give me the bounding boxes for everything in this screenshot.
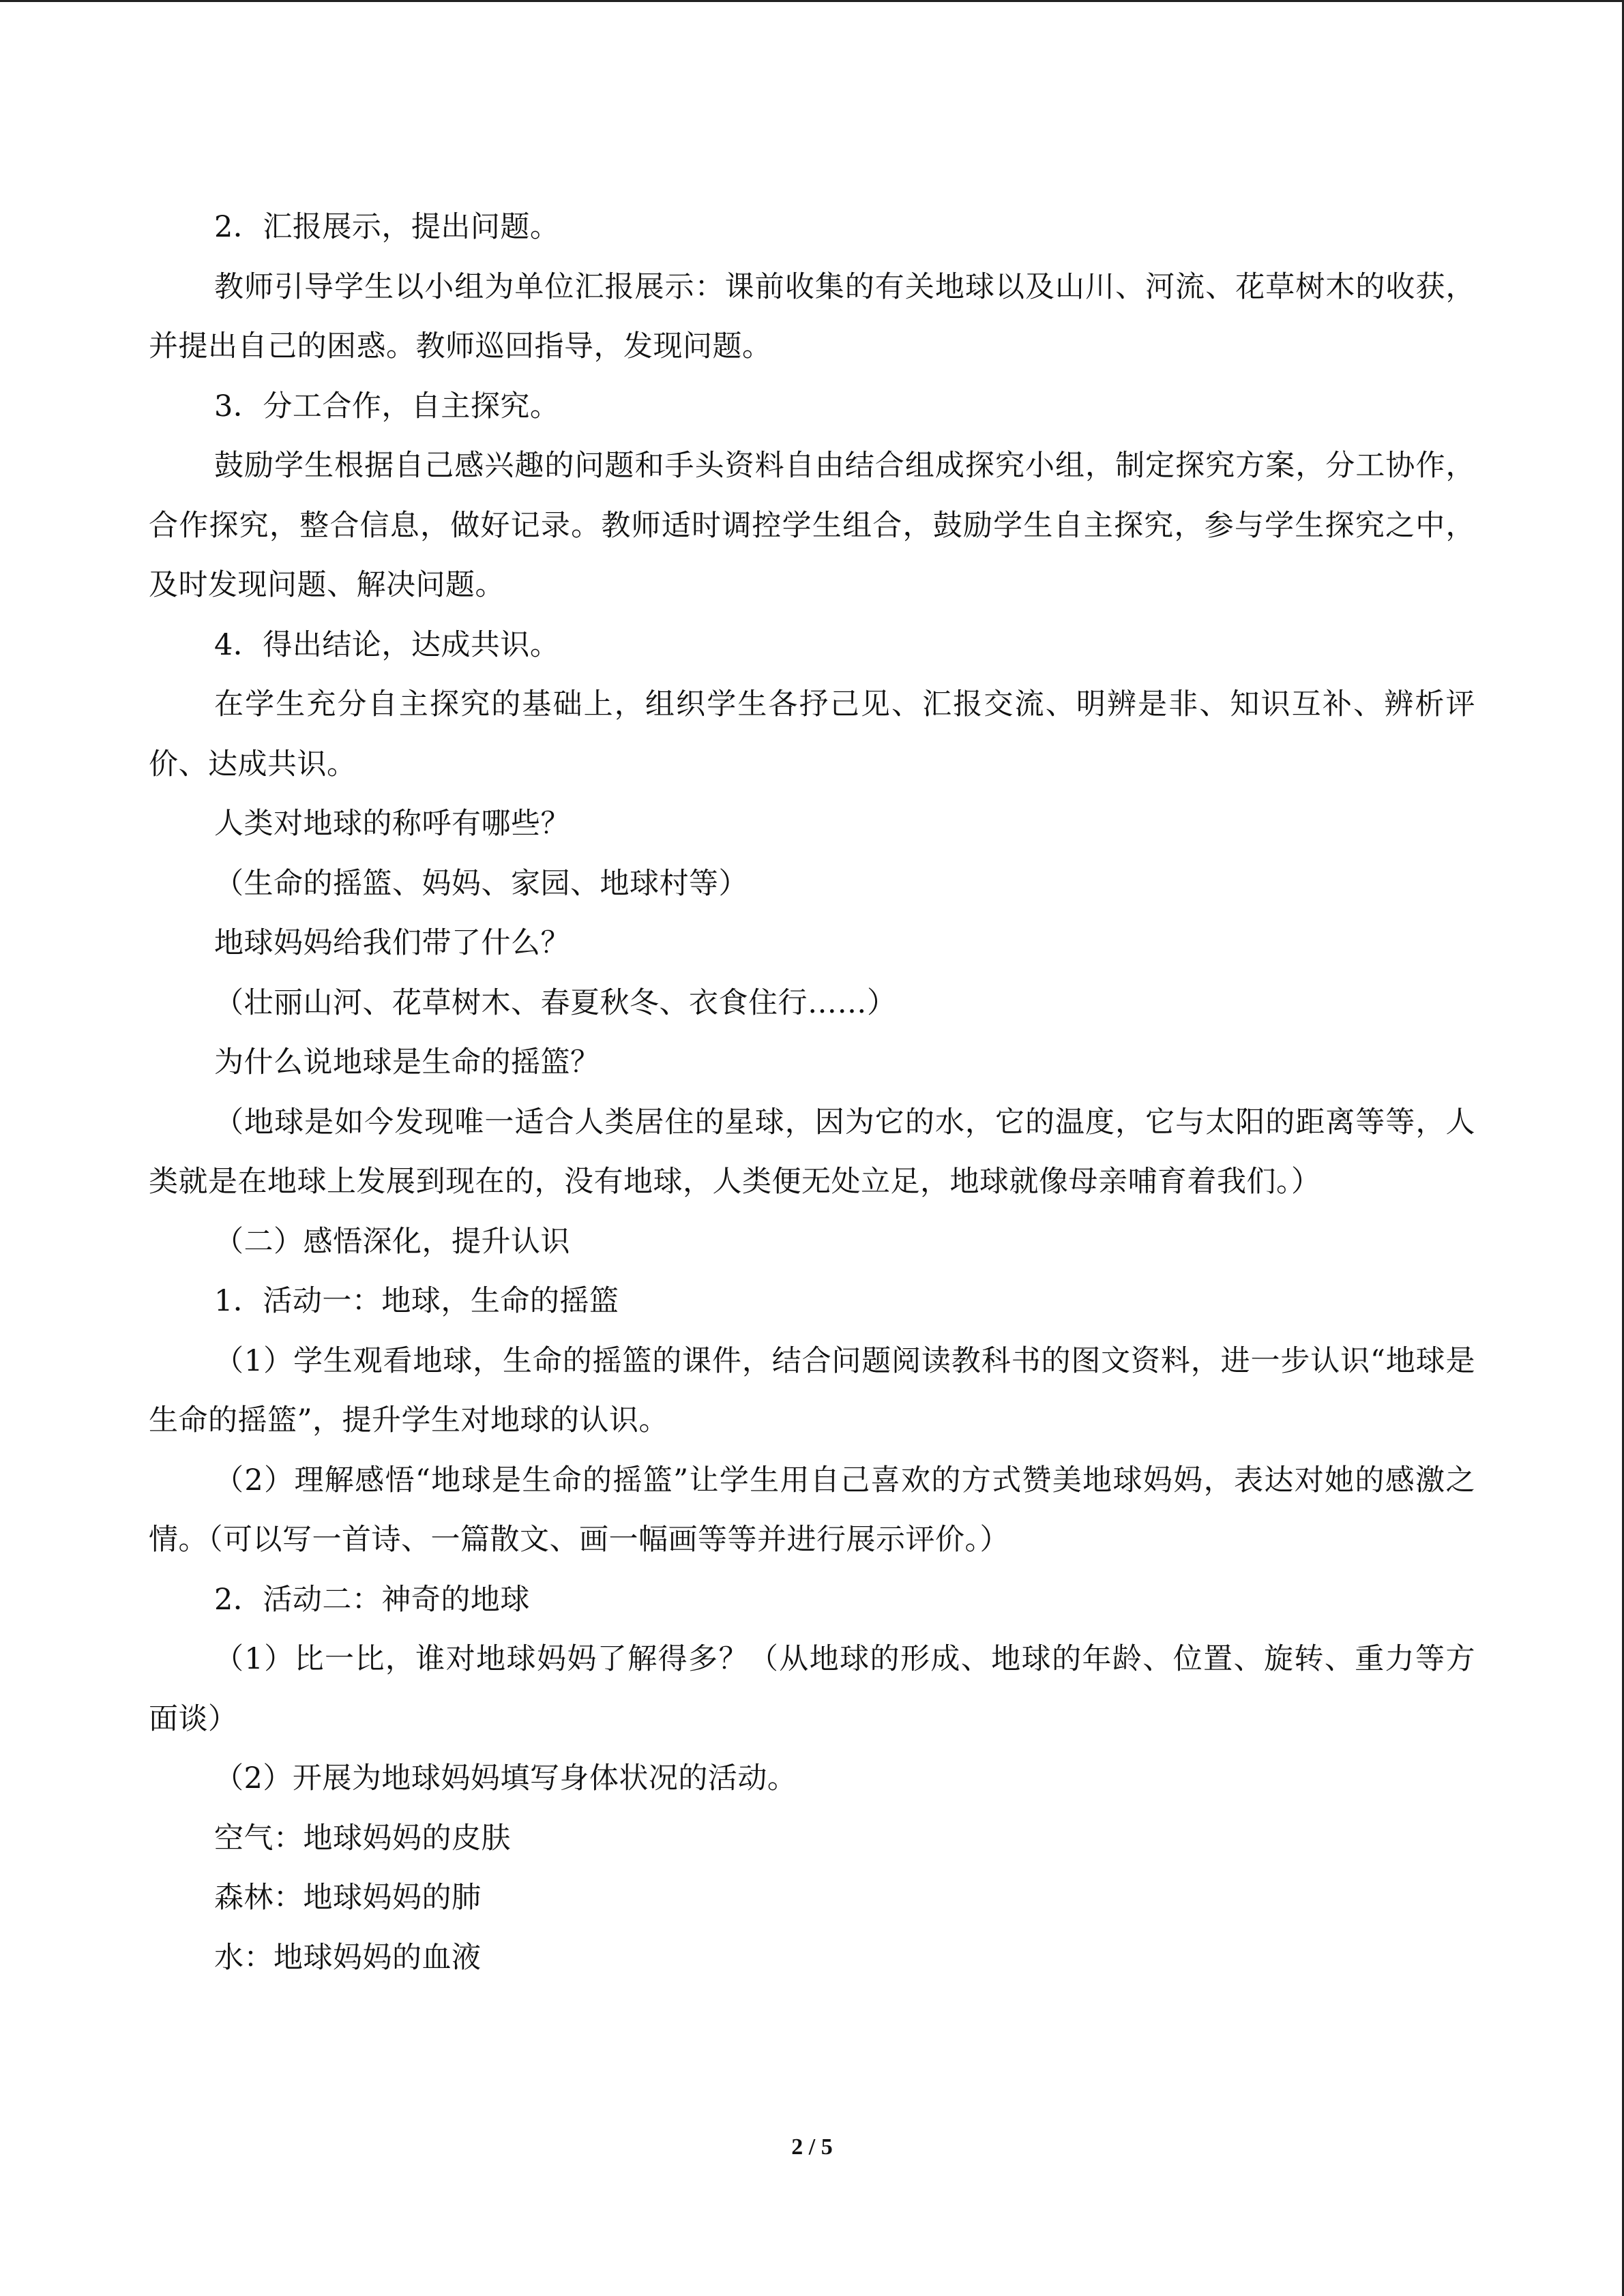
question: 人类对地球的称呼有哪些？ bbox=[214, 807, 570, 841]
paragraph: 在学生充分自主探究的基础上，组织学生各抒己见、汇报交流、明辨是非、知识互补、辨析评价、达成共识。 bbox=[149, 687, 1475, 781]
list-item: 森林：地球妈妈的肺 bbox=[214, 1881, 482, 1915]
list-item: 水：地球妈妈的血液 bbox=[214, 1940, 482, 1975]
paragraph: （1）比一比，谁对地球妈妈了解得多？（从地球的形成、地球的年龄、位置、旋转、重力等方面谈） bbox=[149, 1642, 1475, 1736]
question: 为什么说地球是生命的摇篮？ bbox=[214, 1045, 600, 1079]
question: 地球妈妈给我们带了什么？ bbox=[214, 926, 570, 960]
activity-heading: 1．活动一：地球，生命的摇篮 bbox=[214, 1284, 619, 1318]
paragraph: 2．汇报展示，提出问题。 bbox=[214, 210, 560, 244]
paragraph: （2）开展为地球妈妈填写身体状况的活动。 bbox=[214, 1761, 797, 1795]
paragraph: 鼓励学生根据自己感兴趣的问题和手头资料自由结合组成探究小组，制定探究方案，分工协作，合作探究，整合信息，做好记录。教师适时调控学生组合，鼓励学生自主探究，参与学生探究之中，及时发现问题、解决问题。 bbox=[149, 449, 1475, 602]
paragraph: （2）理解感悟“地球是生命的摇篮”让学生用自己喜欢的方式赞美地球妈妈，表达对她的感激之情。（可以写一首诗、一篇散文、画一幅画等等并进行展示评价。） bbox=[149, 1463, 1475, 1557]
answer: （壮丽山河、花草树木、春夏秋冬、衣食住行……） bbox=[214, 985, 897, 1020]
answer: （生命的摇篮、妈妈、家园、地球村等） bbox=[214, 866, 748, 901]
answer: （地球是如今发现唯一适合人类居住的星球，因为它的水，它的温度，它与太阳的距离等等，人类就是在地球上发展到现在的，没有地球，人类便无处立足，地球就像母亲哺育着我们。） bbox=[149, 1105, 1475, 1199]
activity-heading: 2．活动二：神奇的地球 bbox=[214, 1582, 530, 1617]
paragraph: 3．分工合作，自主探究。 bbox=[214, 389, 560, 423]
document-body bbox=[149, 198, 1475, 1988]
section-heading: （二）感悟深化，提升认识 bbox=[214, 1224, 570, 1259]
paragraph: 4．得出结论，达成共识。 bbox=[214, 627, 560, 662]
paragraph: 教师引导学生以小组为单位汇报展示：课前收集的有关地球以及山川、河流、花草树木的收获，并提出自己的困惑。教师巡回指导，发现问题。 bbox=[149, 269, 1475, 363]
list-item: 空气：地球妈妈的皮肤 bbox=[214, 1821, 511, 1855]
paragraph: （1）学生观看地球，生命的摇篮的课件，结合问题阅读教科书的图文资料，进一步认识“地球是生命的摇篮”，提升学生对地球的认识。 bbox=[149, 1343, 1475, 1437]
page-number: 2 / 5 bbox=[791, 2134, 833, 2160]
